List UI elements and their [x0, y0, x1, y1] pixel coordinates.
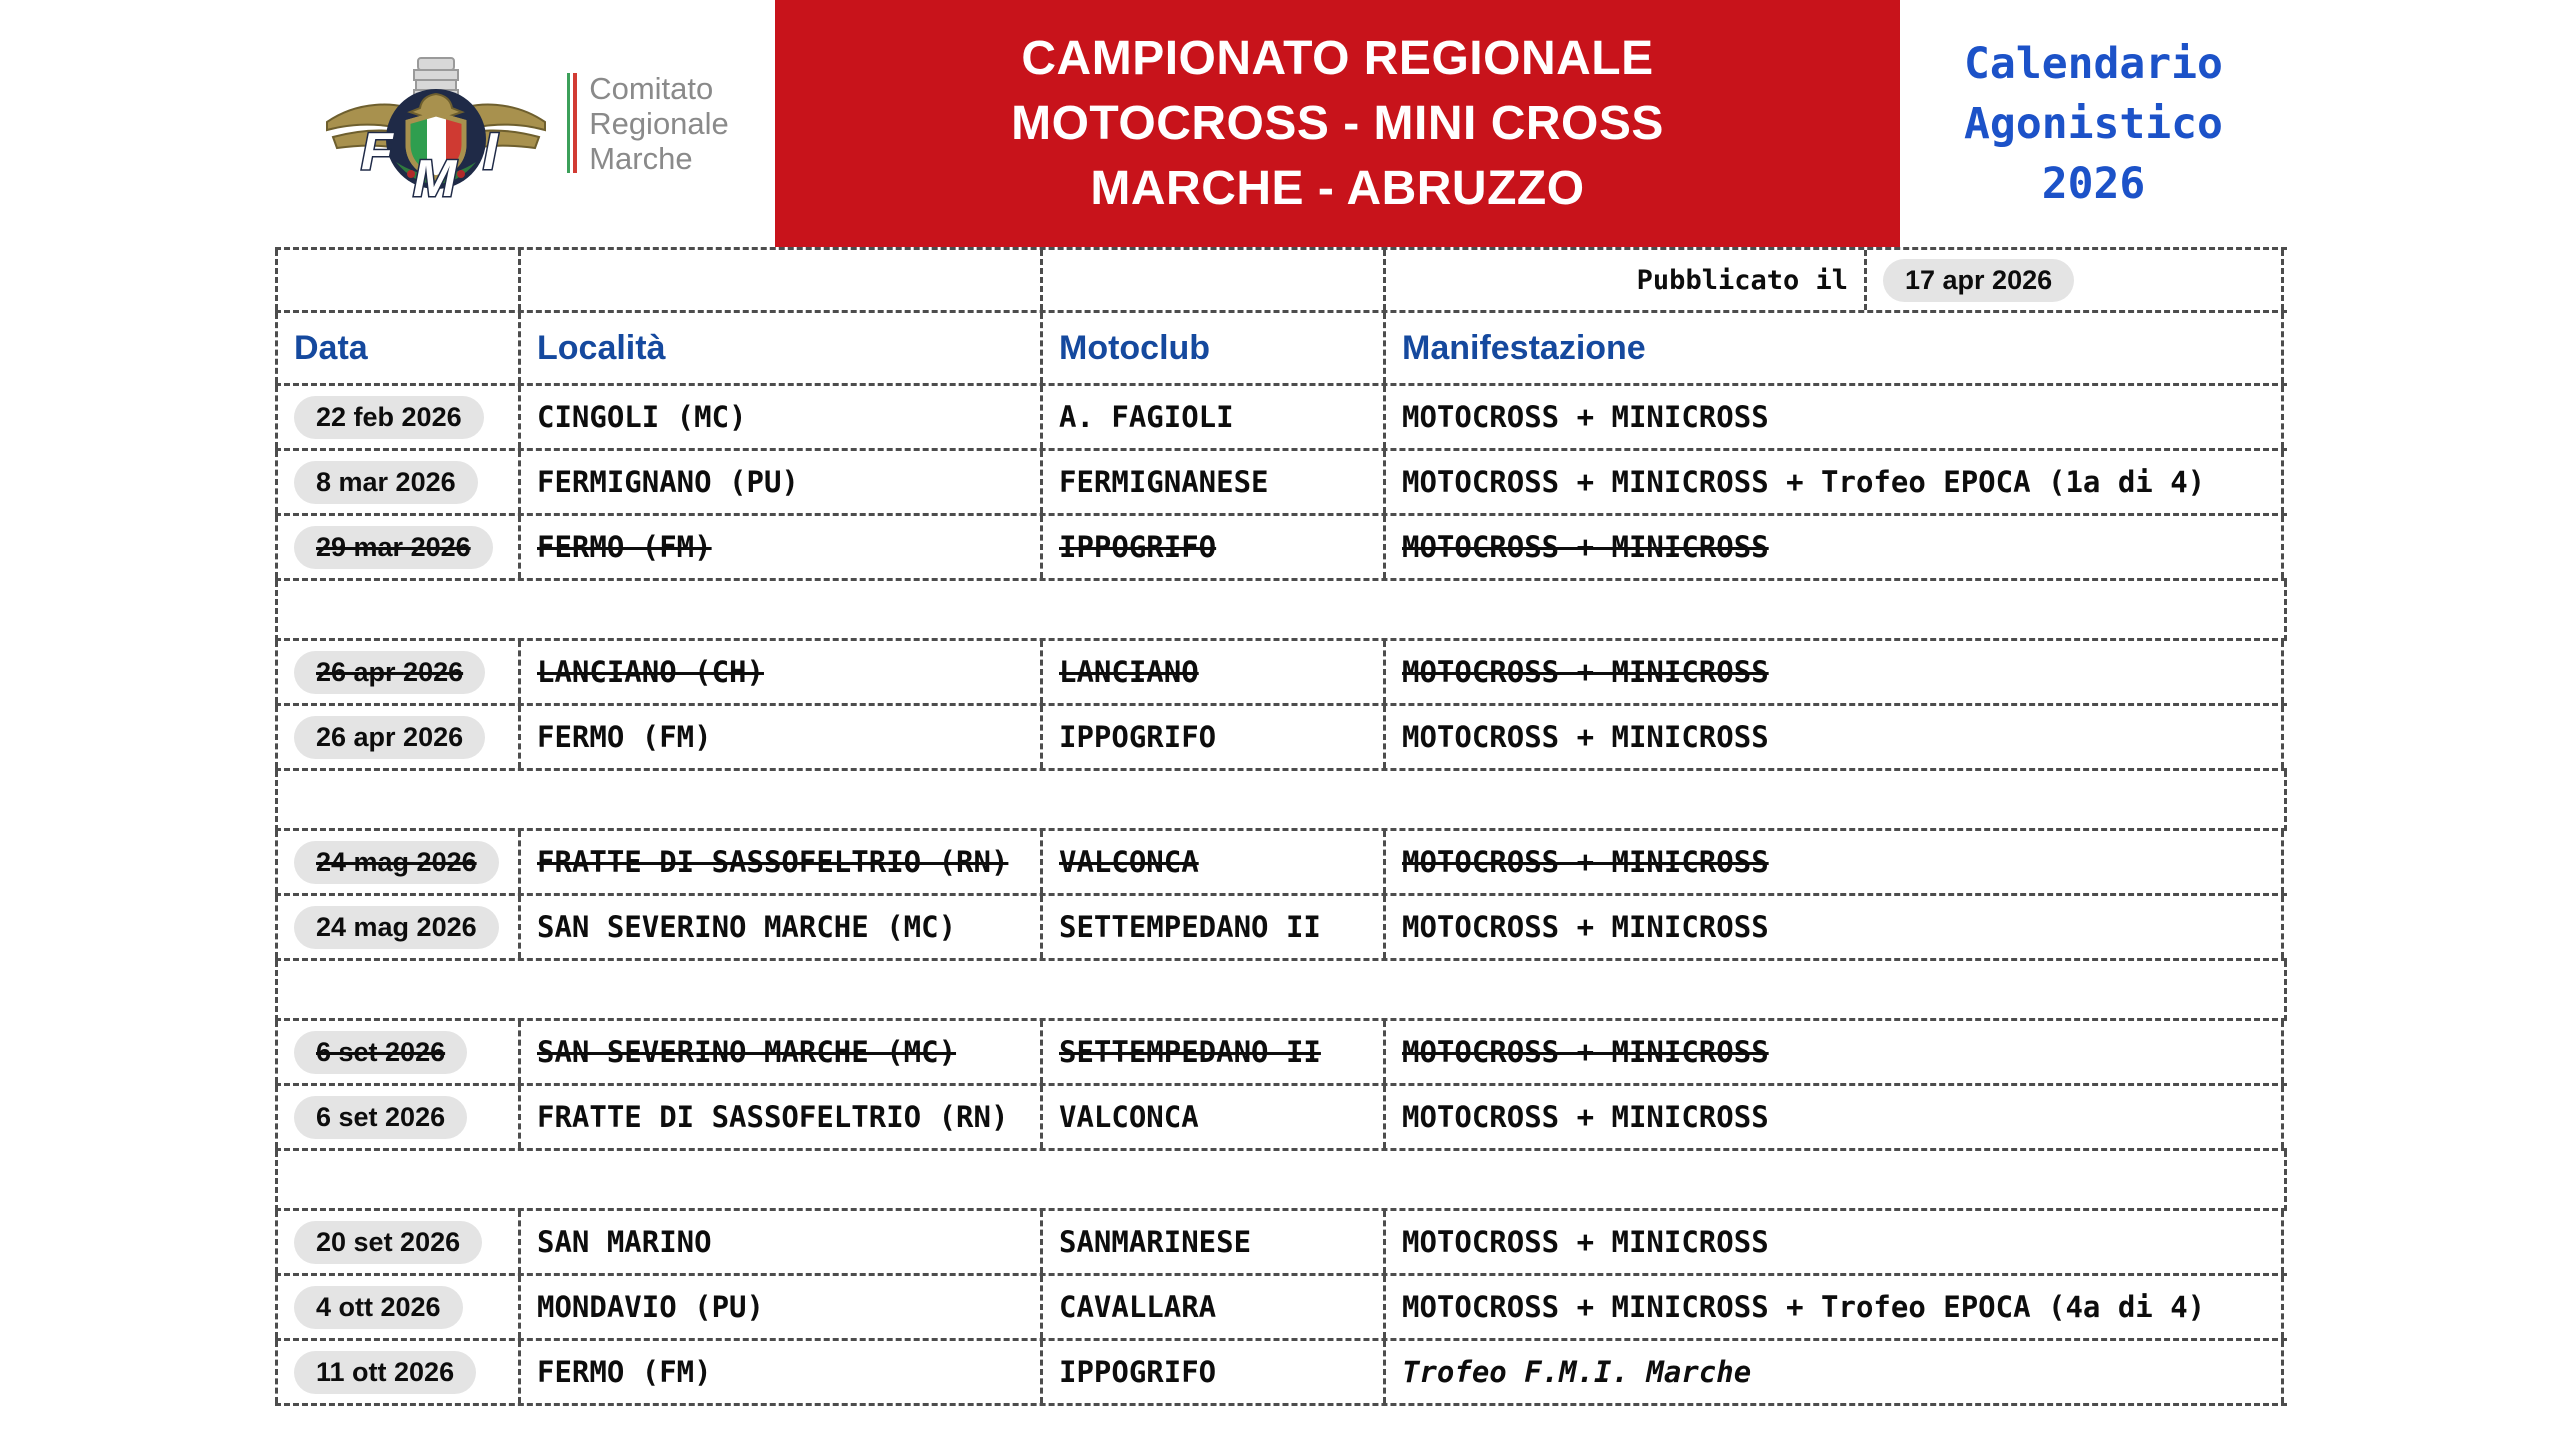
- published-row: [275, 250, 2287, 313]
- column-header-localita: Località: [518, 313, 1040, 383]
- date-badge: 26 apr 2026: [294, 716, 485, 759]
- gap-row: [275, 581, 2287, 641]
- table-row: [275, 451, 2287, 516]
- column-header-data: Data: [275, 313, 518, 383]
- table-row: [275, 1276, 2287, 1341]
- table-row: [275, 641, 2287, 706]
- event-cell: MOTOCROSS + MINICROSS: [1383, 896, 2284, 958]
- location-cell: SAN SEVERINO MARCHE (MC): [518, 1021, 1040, 1083]
- location-cell: FRATTE DI SASSOFELTRIO (RN): [518, 1086, 1040, 1148]
- title-banner: [775, 0, 1900, 247]
- date-badge: 24 mag 2026: [294, 906, 499, 949]
- svg-text:M: M: [413, 149, 457, 204]
- calendar-title: [1900, 0, 2287, 247]
- motoclub-cell: IPPOGRIFO: [1040, 1341, 1383, 1403]
- event-cell: MOTOCROSS + MINICROSS: [1383, 641, 2284, 703]
- location-cell: FERMO (FM): [518, 1341, 1040, 1403]
- event-cell: Trofeo F.M.I. Marche: [1383, 1341, 2284, 1403]
- motoclub-cell: SANMARINESE: [1040, 1211, 1383, 1273]
- motoclub-cell: CAVALLARA: [1040, 1276, 1383, 1338]
- calendar-title-line: 2026: [2041, 158, 2146, 209]
- gap-row: [275, 771, 2287, 831]
- org-line: Regionale: [589, 105, 729, 141]
- motoclub-cell: IPPOGRIFO: [1040, 706, 1383, 768]
- location-cell: FERMIGNANO (PU): [518, 451, 1040, 513]
- event-cell: MOTOCROSS + MINICROSS + Trofeo EPOCA (4a di 4): [1383, 1276, 2284, 1338]
- logo-section: [275, 0, 775, 247]
- event-cell: MOTOCROSS + MINICROSS: [1383, 1086, 2284, 1148]
- location-cell: FERMO (FM): [518, 706, 1040, 768]
- event-cell: MOTOCROSS + MINICROSS + Trofeo EPOCA (1a di 4): [1383, 451, 2284, 513]
- svg-text:F: F: [361, 122, 393, 181]
- tricolor-bar-icon: [567, 73, 577, 173]
- date-cell: [275, 1341, 518, 1403]
- page-header: [275, 0, 2287, 247]
- date-cell: [275, 641, 518, 703]
- date-cell: [275, 1021, 518, 1083]
- event-cell: MOTOCROSS + MINICROSS: [1383, 1211, 2284, 1273]
- table-header-row: [275, 313, 2287, 386]
- banner-line: CAMPIONATO REGIONALE: [1021, 32, 1654, 85]
- location-cell: LANCIANO (CH): [518, 641, 1040, 703]
- motoclub-cell: A. FAGIOLI: [1040, 386, 1383, 448]
- event-cell: MOTOCROSS + MINICROSS: [1383, 386, 2284, 448]
- date-cell: [275, 706, 518, 768]
- published-label: Pubblicato il: [1636, 264, 1848, 296]
- location-cell: SAN MARINO: [518, 1211, 1040, 1273]
- banner-line: MARCHE - ABRUZZO: [1090, 162, 1585, 215]
- calendar-title-line: Agonistico: [1964, 98, 2223, 149]
- motoclub-cell: SETTEMPEDANO II: [1040, 1021, 1383, 1083]
- calendar-table: [275, 247, 2287, 1406]
- table-row: [275, 1341, 2287, 1406]
- date-cell: [275, 1276, 518, 1338]
- event-cell: MOTOCROSS + MINICROSS: [1383, 1021, 2284, 1083]
- org-line: Marche: [589, 141, 693, 176]
- date-badge: 24 mag 2026: [294, 841, 499, 884]
- gap-row: [275, 1151, 2287, 1211]
- date-badge: 22 feb 2026: [294, 396, 484, 439]
- date-cell: [275, 831, 518, 893]
- table-row: [275, 1086, 2287, 1151]
- table-row: [275, 386, 2287, 451]
- table-row: [275, 516, 2287, 581]
- motoclub-cell: SETTEMPEDANO II: [1040, 896, 1383, 958]
- fmi-logo-icon: [321, 44, 551, 204]
- date-badge: 6 set 2026: [294, 1031, 467, 1074]
- date-cell: [275, 896, 518, 958]
- date-badge: 11 ott 2026: [294, 1351, 476, 1394]
- date-badge: 29 mar 2026: [294, 526, 493, 569]
- banner-line: MOTOCROSS - MINI CROSS: [1011, 97, 1664, 150]
- event-cell: MOTOCROSS + MINICROSS: [1383, 831, 2284, 893]
- motoclub-cell: VALCONCA: [1040, 831, 1383, 893]
- date-badge: 20 set 2026: [294, 1221, 482, 1264]
- motoclub-cell: VALCONCA: [1040, 1086, 1383, 1148]
- gap-row: [275, 961, 2287, 1021]
- location-cell: MONDAVIO (PU): [518, 1276, 1040, 1338]
- date-cell: [275, 516, 518, 578]
- motoclub-cell: IPPOGRIFO: [1040, 516, 1383, 578]
- date-badge: 8 mar 2026: [294, 461, 478, 504]
- column-header-manifestazione: Manifestazione: [1383, 313, 2284, 383]
- motoclub-cell: LANCIANO: [1040, 641, 1383, 703]
- table-row: [275, 1021, 2287, 1086]
- event-cell: MOTOCROSS + MINICROSS: [1383, 516, 2284, 578]
- date-cell: [275, 451, 518, 513]
- location-cell: SAN SEVERINO MARCHE (MC): [518, 896, 1040, 958]
- table-row: [275, 896, 2287, 961]
- calendar-title-line: Calendario: [1964, 38, 2223, 89]
- date-badge: 26 apr 2026: [294, 651, 485, 694]
- table-row: [275, 831, 2287, 896]
- published-date-badge: 17 apr 2026: [1883, 259, 2074, 302]
- logo-org-text: [589, 71, 729, 176]
- table-row: [275, 1211, 2287, 1276]
- date-cell: [275, 1086, 518, 1148]
- svg-text:I: I: [483, 122, 498, 181]
- date-cell: [275, 386, 518, 448]
- logo-org: [567, 71, 729, 176]
- date-badge: 6 set 2026: [294, 1096, 467, 1139]
- column-header-motoclub: Motoclub: [1040, 313, 1383, 383]
- location-cell: FERMO (FM): [518, 516, 1040, 578]
- date-cell: [275, 1211, 518, 1273]
- org-line: Comitato: [589, 70, 714, 106]
- motoclub-cell: FERMIGNANESE: [1040, 451, 1383, 513]
- location-cell: FRATTE DI SASSOFELTRIO (RN): [518, 831, 1040, 893]
- event-cell: MOTOCROSS + MINICROSS: [1383, 706, 2284, 768]
- table-row: [275, 706, 2287, 771]
- location-cell: CINGOLI (MC): [518, 386, 1040, 448]
- date-badge: 4 ott 2026: [294, 1286, 463, 1329]
